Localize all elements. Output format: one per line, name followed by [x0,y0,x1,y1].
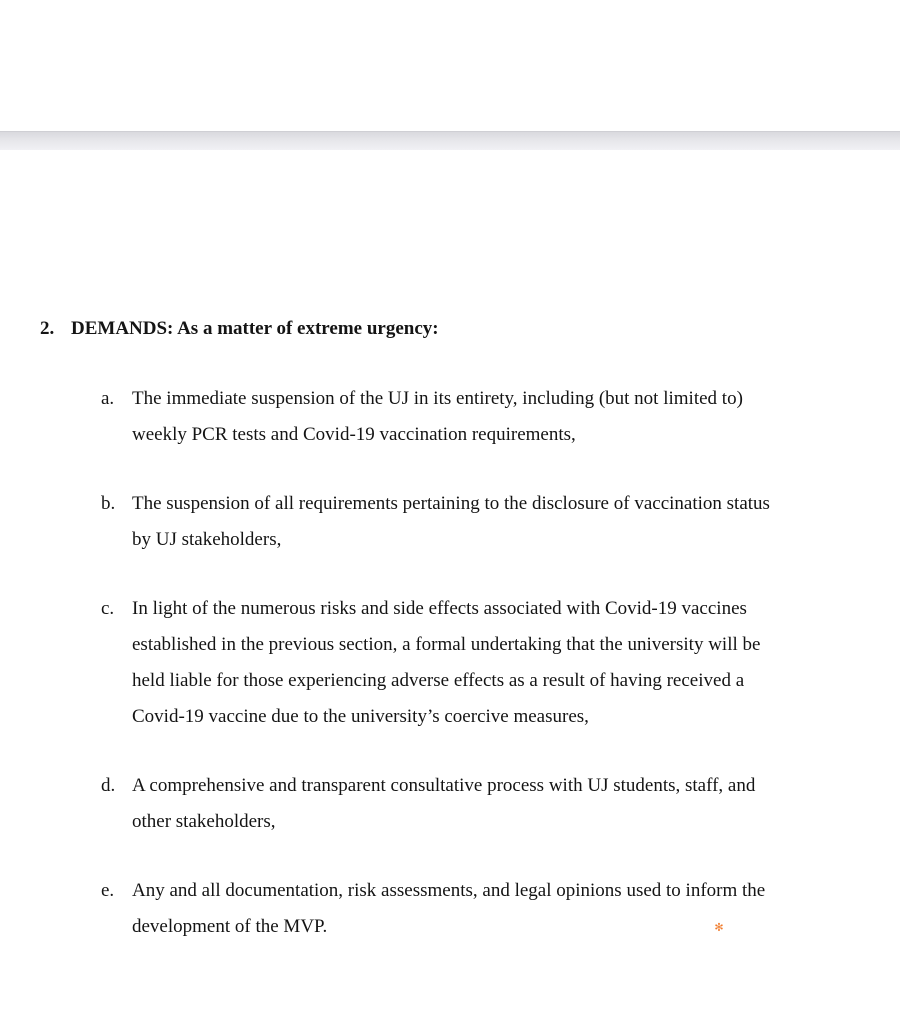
list-item-text: The immediate suspension of the UJ in its entirety, including (but not limited to) weekly PCR tests and Covid-19 vaccination requirements, [132,388,743,445]
list-item-d [101,768,861,840]
list-item-e [101,873,861,945]
annotation-mark-icon: ✻ [714,921,724,934]
list-marker: d. [101,775,116,796]
list-marker: a. [101,388,115,409]
list-item-c [101,591,861,735]
list-item-text: The suspension of all requirements pertaining to the disclosure of vaccination status by UJ stakeholders, [132,493,770,550]
list-marker: c. [101,598,115,619]
list-item-b [101,486,861,558]
list-marker: e. [101,880,115,901]
section-heading [40,316,439,342]
list-item-text: In light of the numerous risks and side effects associated with Covid-19 vaccines established in the previous section, a formal undertaking that the university will be held liable for those experiencing adverse effects as a result of having received a Covid-19 vaccine due to the university’s coercive measures, [132,598,761,727]
list-item-text: A comprehensive and transparent consultative process with UJ students, staff, and other stakeholders, [132,775,756,832]
list-item-text: Any and all documentation, risk assessments, and legal opinions used to inform the development of the MVP. [132,880,766,937]
list-item-a [101,381,861,453]
list-marker: b. [101,493,116,514]
page-break-divider [0,131,900,150]
section-title: DEMANDS: As a matter of extreme urgency: [71,318,439,339]
section-number: 2. [40,318,55,339]
previous-page-area [0,0,900,131]
